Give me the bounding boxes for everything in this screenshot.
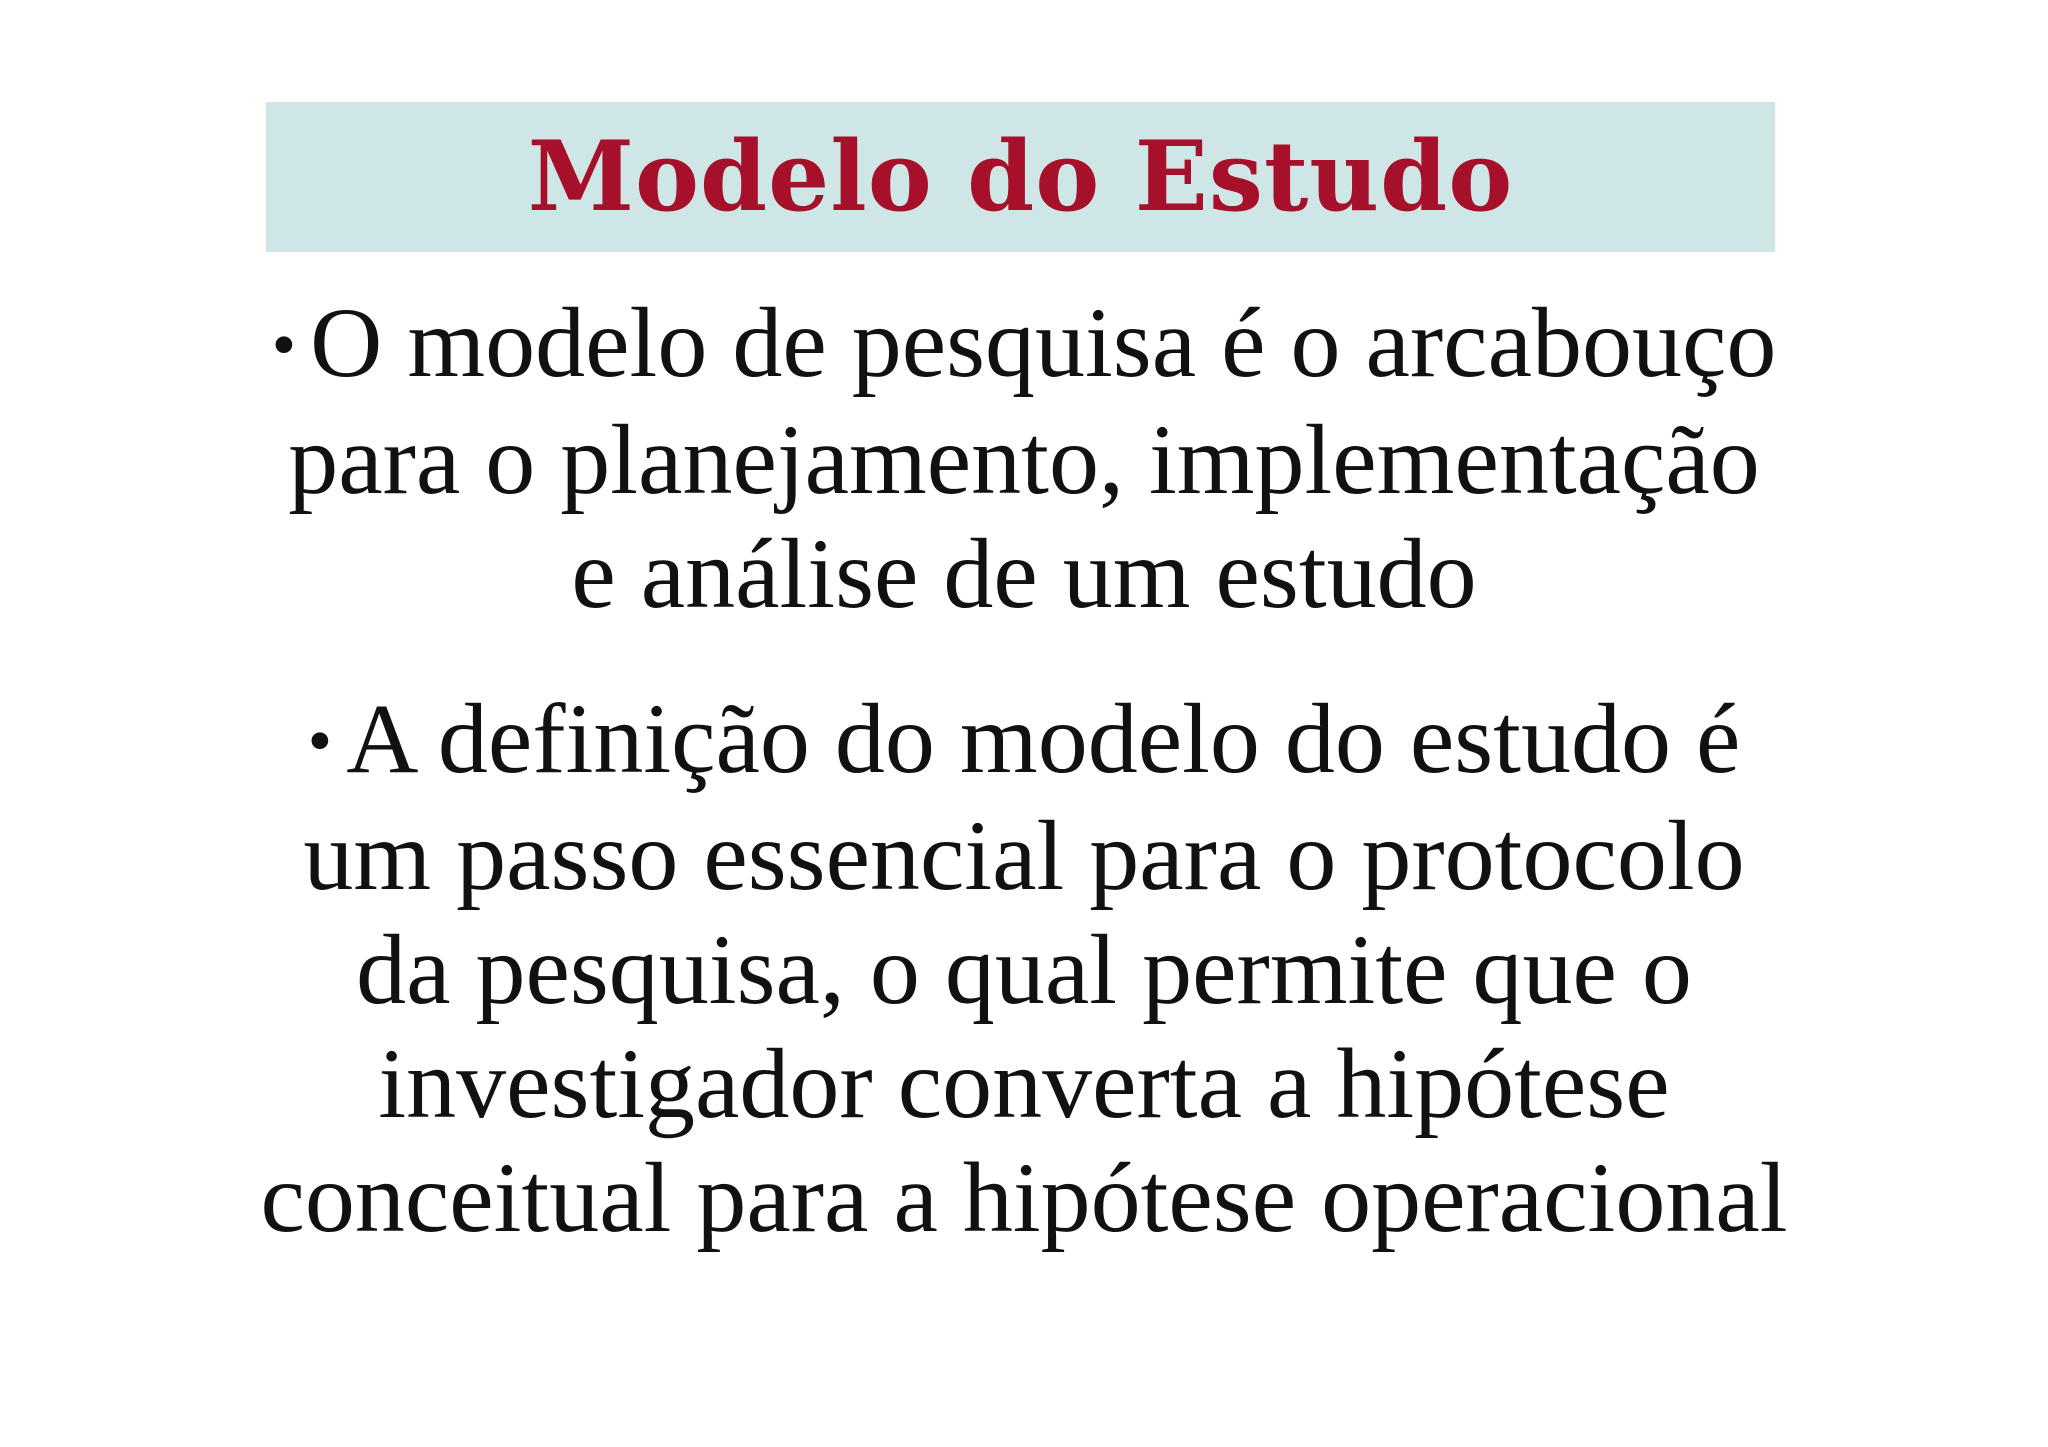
bullet-marker-icon: • (271, 307, 297, 384)
bullet-line (150, 286, 1898, 403)
bullet-item (150, 286, 1898, 631)
slide-title: Modelo do Estudo (527, 120, 1514, 233)
bullet-line: da pesquisa, o qual permite que o (356, 914, 1692, 1025)
bullet-line: conceitual para a hipótese operacional (260, 1142, 1788, 1253)
bullet-line: investigador converta a hipótese (378, 1028, 1670, 1139)
bullet-line: para o planejamento, implementação (288, 404, 1760, 515)
bullet-line-text: O modelo de pesquisa é o arcabouço (310, 287, 1777, 398)
bullet-line: um passo essencial para o protocolo (303, 800, 1745, 911)
bullet-line-text: A definição do modelo do estudo é (346, 683, 1741, 794)
bullet-line (150, 682, 1898, 799)
bullet-marker-icon: • (307, 703, 333, 780)
bullet-item (150, 682, 1898, 1255)
bullet-line: e análise de um estudo (571, 518, 1477, 629)
title-band (266, 102, 1775, 252)
